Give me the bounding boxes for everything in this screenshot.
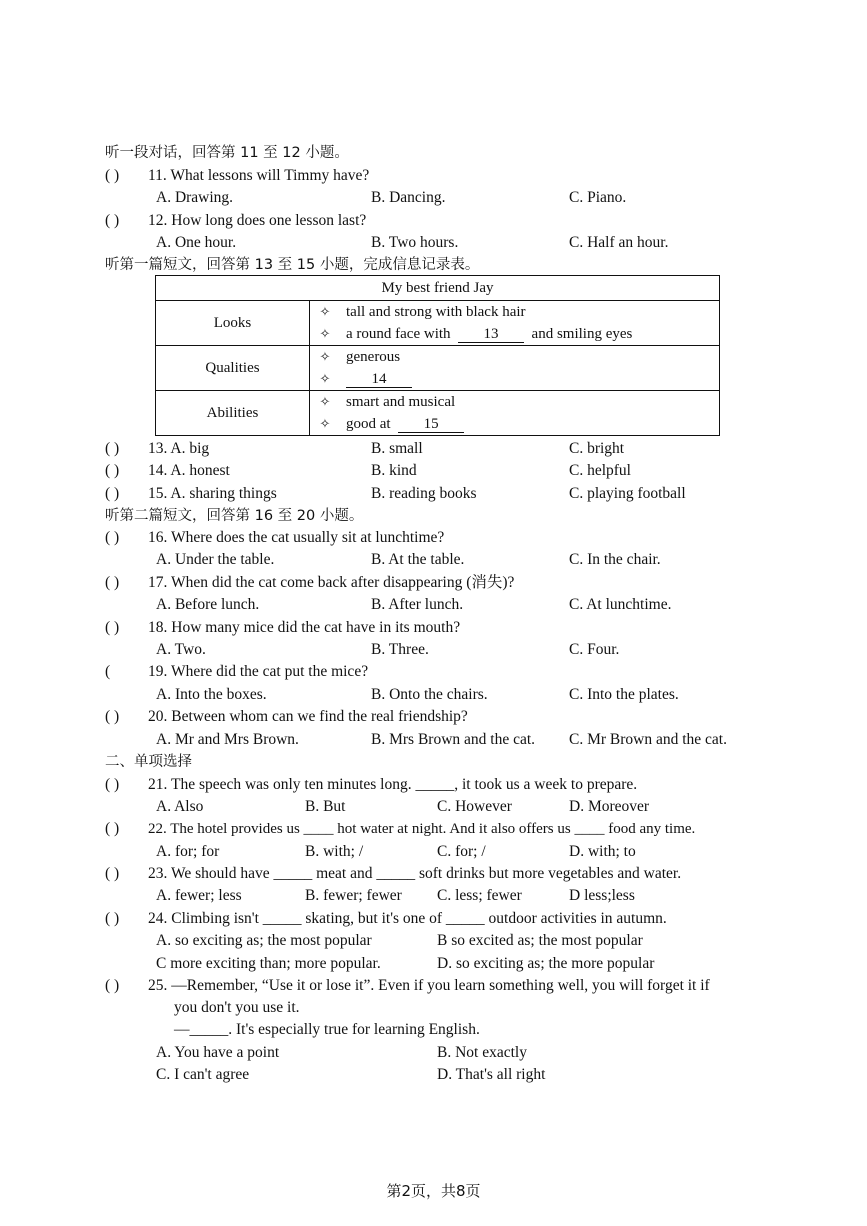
answer-bracket-11[interactable]: ( ) <box>105 167 120 184</box>
looks-items <box>310 301 720 346</box>
question-11-stem: 11. What lessons will Timmy have? <box>148 167 370 184</box>
question-22-stem: 22. The hotel provides us ____ hot water at night. And it also offers us ____ food any time. <box>148 821 696 837</box>
section-heading-passage-one: 听第一篇短文，回答第 13 至 15 小题，完成信息记录表。 <box>105 257 480 273</box>
question-14-option-b: B. kind <box>371 462 417 479</box>
abilities-item-2-pre: good at <box>346 415 391 432</box>
question-20-option-b: B. Mrs Brown and the cat. <box>371 731 536 748</box>
question-15-option-c: C. playing football <box>569 485 686 502</box>
question-13-option-c: C. bright <box>569 440 625 457</box>
question-23-option-a: A. fewer; less <box>156 887 242 904</box>
question-22-option-c: C. for; / <box>437 843 486 860</box>
question-21-option-a: A. Also <box>156 798 204 815</box>
question-18-option-c: C. Four. <box>569 641 620 658</box>
row-label-looks: Looks <box>156 301 310 346</box>
answer-bracket-25[interactable]: ( ) <box>105 977 120 994</box>
question-13-option-a: 13. A. big <box>148 440 210 457</box>
question-23-option-b: B. fewer; fewer <box>305 887 402 904</box>
table-title: My best friend Jay <box>156 276 720 301</box>
question-25-response: —_____. It's especially true for learning English. <box>174 1021 480 1038</box>
answer-bracket-22[interactable]: ( ) <box>105 820 120 837</box>
question-11-option-b: B. Dancing. <box>371 189 446 206</box>
diamond-bullet-icon: ✧ <box>319 349 331 364</box>
question-18-option-b: B. Three. <box>371 641 429 658</box>
question-23-option-d: D less;less <box>569 887 635 904</box>
looks-item-2-pre: a round face with <box>346 325 451 342</box>
question-22-option-b: B. with; / <box>305 843 364 860</box>
diamond-bullet-icon: ✧ <box>319 326 331 341</box>
question-16-option-b: B. At the table. <box>371 551 465 568</box>
diamond-bullet-icon: ✧ <box>319 371 331 386</box>
blank-14[interactable]: 14 <box>346 371 412 388</box>
question-17-option-c: C. At lunchtime. <box>569 596 672 613</box>
question-17-option-a: A. Before lunch. <box>156 596 260 613</box>
looks-item-2-post: and smiling eyes <box>531 325 633 342</box>
question-21-option-b: B. But <box>305 798 346 815</box>
question-21-option-d: D. Moreover <box>569 798 650 815</box>
diamond-bullet-icon: ✧ <box>319 304 331 319</box>
qualities-item-1: generous <box>346 348 401 365</box>
question-12-option-c: C. Half an hour. <box>569 234 669 251</box>
question-12-stem: 12. How long does one lesson last? <box>148 212 367 229</box>
question-16-option-a: A. Under the table. <box>156 551 275 568</box>
question-24-option-a: A. so exciting as; the most popular <box>156 932 372 949</box>
question-24-option-c: C more exciting than; more popular. <box>156 955 381 972</box>
row-label-qualities: Qualities <box>156 346 310 391</box>
blank-13[interactable]: 13 <box>458 326 524 343</box>
info-record-table <box>155 275 720 436</box>
question-25-stem: 25. —Remember, “Use it or lose it”. Even if you learn something well, you will forget it if <box>148 977 710 994</box>
section-heading-passage-two: 听第二篇短文，回答第 16 至 20 小题。 <box>105 508 364 524</box>
question-11-option-a: A. Drawing. <box>156 189 234 206</box>
qualities-items <box>310 346 720 391</box>
question-20-option-a: A. Mr and Mrs Brown. <box>156 731 299 748</box>
question-25-option-b: B. Not exactly <box>437 1044 527 1061</box>
question-19-option-a: A. Into the boxes. <box>156 686 267 703</box>
section-heading-listening-dialogue: 听一段对话，回答第 11 至 12 小题。 <box>105 145 349 161</box>
question-18-option-a: A. Two. <box>156 641 206 658</box>
question-19-option-b: B. Onto the chairs. <box>371 686 488 703</box>
answer-bracket-24[interactable]: ( ) <box>105 910 120 927</box>
question-19-option-c: C. Into the plates. <box>569 686 679 703</box>
question-20-stem: 20. Between whom can we find the real friendship? <box>148 708 468 725</box>
answer-bracket-17[interactable]: ( ) <box>105 574 120 591</box>
question-14-option-a: 14. A. honest <box>148 462 230 479</box>
question-24-option-b: B so excited as; the most popular <box>437 932 643 949</box>
abilities-items <box>310 391 720 436</box>
answer-bracket-16[interactable]: ( ) <box>105 529 120 546</box>
answer-bracket-23[interactable]: ( ) <box>105 865 120 882</box>
question-18-stem: 18. How many mice did the cat have in its mouth? <box>148 619 461 636</box>
question-24-option-d: D. so exciting as; the more popular <box>437 955 655 972</box>
answer-bracket-14[interactable]: ( ) <box>105 462 120 479</box>
question-21-stem: 21. The speech was only ten minutes long. _____, it took us a week to prepare. <box>148 776 638 793</box>
answer-bracket-15[interactable]: ( ) <box>105 485 120 502</box>
section-heading-single-choice: 二、单项选择 <box>105 754 192 770</box>
answer-bracket-19[interactable]: ( <box>105 663 111 680</box>
row-label-abilities: Abilities <box>156 391 310 436</box>
question-25-option-d: D. That's all right <box>437 1066 546 1083</box>
answer-bracket-18[interactable]: ( ) <box>105 619 120 636</box>
answer-bracket-20[interactable]: ( ) <box>105 708 120 725</box>
question-12-option-b: B. Two hours. <box>371 234 459 251</box>
question-12-option-a: A. One hour. <box>156 234 237 251</box>
question-24-stem: 24. Climbing isn't _____ skating, but it's one of _____ outdoor activities in autumn. <box>148 910 667 927</box>
question-22-option-d: D. with; to <box>569 843 636 860</box>
question-13-option-b: B. small <box>371 440 423 457</box>
question-17-option-b: B. After lunch. <box>371 596 464 613</box>
question-25-stem-continued: you don't you use it. <box>174 999 300 1016</box>
question-16-stem: 16. Where does the cat usually sit at lunchtime? <box>148 529 445 546</box>
question-25-option-c: C. I can't agree <box>156 1066 250 1083</box>
looks-item-1: tall and strong with black hair <box>346 303 526 320</box>
question-23-stem: 23. We should have _____ meat and _____ soft drinks but more vegetables and water. <box>148 865 682 882</box>
question-15-option-b: B. reading books <box>371 485 477 502</box>
question-21-option-c: C. However <box>437 798 512 815</box>
question-16-option-c: C. In the chair. <box>569 551 661 568</box>
page-number-footer: 第2页，共8页 <box>386 1182 481 1200</box>
blank-15[interactable]: 15 <box>398 416 464 433</box>
diamond-bullet-icon: ✧ <box>319 394 331 409</box>
diamond-bullet-icon: ✧ <box>319 416 331 431</box>
answer-bracket-12[interactable]: ( ) <box>105 212 120 229</box>
question-22-option-a: A. for; for <box>156 843 220 860</box>
abilities-item-1: smart and musical <box>346 393 456 410</box>
question-17-stem: 17. When did the cat come back after disappearing (消失)? <box>148 574 515 591</box>
question-25-option-a: A. You have a point <box>156 1044 280 1061</box>
question-11-option-c: C. Piano. <box>569 189 627 206</box>
question-20-option-c: C. Mr Brown and the cat. <box>569 731 727 748</box>
question-23-option-c: C. less; fewer <box>437 887 522 904</box>
answer-bracket-21[interactable]: ( ) <box>105 776 120 793</box>
question-14-option-c: C. helpful <box>569 462 631 479</box>
question-15-option-a: 15. A. sharing things <box>148 485 277 502</box>
question-19-stem: 19. Where did the cat put the mice? <box>148 663 369 680</box>
answer-bracket-13[interactable]: ( ) <box>105 440 120 457</box>
